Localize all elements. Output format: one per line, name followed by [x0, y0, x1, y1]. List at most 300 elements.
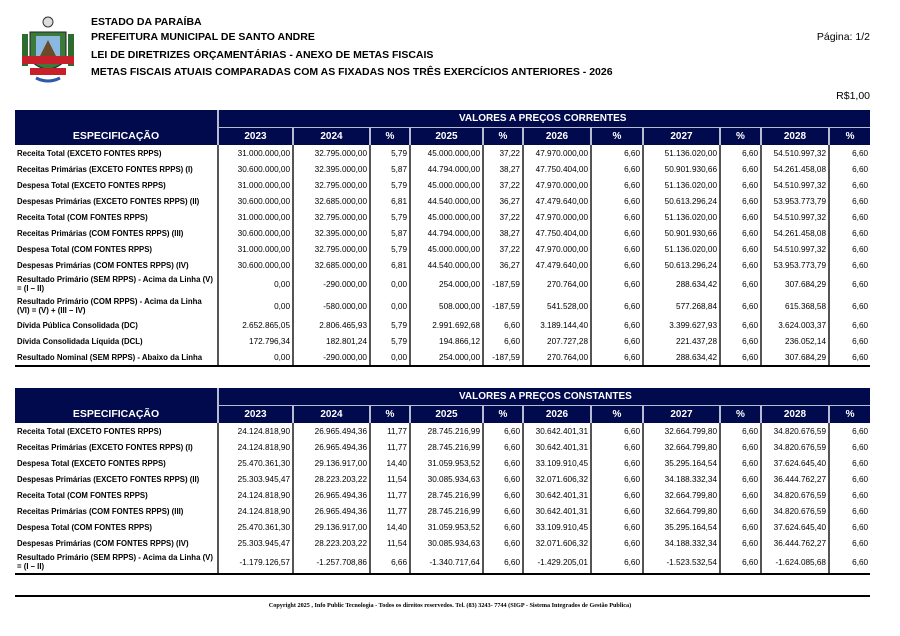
cell-value: 28.745.216,99 — [410, 487, 483, 503]
row-label: Receita Total (EXCETO FONTES RPPS) — [17, 426, 162, 436]
cell-value: -1.523.532,54 — [643, 551, 720, 574]
cell-value: 54.261.458,08 — [761, 225, 829, 241]
cell-value: 6,60 — [483, 317, 523, 333]
cell-value: 54.510.997,32 — [761, 241, 829, 257]
cell-value: 37.624.645,40 — [761, 455, 829, 471]
cell-value: 54.510.997,32 — [761, 177, 829, 193]
cell-value: 307.684,29 — [761, 273, 829, 295]
cell-value: 6,60 — [720, 551, 761, 574]
cell-value: 51.136.020,00 — [643, 145, 720, 161]
table-row — [15, 349, 870, 366]
table-row — [15, 193, 870, 209]
cell-value: 6,60 — [720, 161, 761, 177]
cell-value: 6,60 — [591, 455, 643, 471]
cell-value: 6,60 — [720, 193, 761, 209]
cell-value: 51.136.020,00 — [643, 241, 720, 257]
cell-value: 6,60 — [720, 423, 761, 439]
cell-value: 3.189.144,40 — [523, 317, 591, 333]
cell-value: 6,60 — [720, 471, 761, 487]
table-row — [15, 177, 870, 193]
table-row — [15, 273, 870, 295]
cell-value: 0,00 — [370, 273, 410, 295]
cell-value: 6,60 — [829, 193, 870, 209]
cell-value: 44.540.000,00 — [410, 257, 483, 273]
cell-value: 32.664.799,80 — [643, 439, 720, 455]
cell-value: 288.634,42 — [643, 273, 720, 295]
cell-value: 6,60 — [829, 455, 870, 471]
cell-value: 32.795.000,00 — [293, 209, 370, 225]
cell-value: 3.399.627,93 — [643, 317, 720, 333]
cell-value: 25.470.361,30 — [218, 519, 293, 535]
cell-value: 26.965.494,36 — [293, 487, 370, 503]
row-label: Resultado Primário (COM RPPS) - Acima da Linha (VI) = (V) + (III – IV) — [17, 297, 202, 315]
cell-value: 53.953.773,79 — [761, 257, 829, 273]
cell-value: 6,60 — [483, 333, 523, 349]
table-row — [15, 551, 870, 574]
column-header: 2025 — [410, 406, 483, 424]
cell-value: 26.965.494,36 — [293, 423, 370, 439]
cell-value: 25.470.361,30 — [218, 455, 293, 471]
cell-value: 31.000.000,00 — [218, 177, 293, 193]
cell-value: 45.000.000,00 — [410, 209, 483, 225]
cell-value: 30.600.000,00 — [218, 193, 293, 209]
cell-value: 47.750.404,00 — [523, 161, 591, 177]
cell-value: 6,60 — [829, 273, 870, 295]
column-header: ESPECIFICAÇÃO — [15, 388, 218, 423]
cell-value: 37,22 — [483, 241, 523, 257]
column-header: 2023 — [218, 128, 293, 146]
cell-value: 30.600.000,00 — [218, 225, 293, 241]
column-header: % — [720, 128, 761, 146]
cell-value: 34.188.332,34 — [643, 535, 720, 551]
row-label: Resultado Nominal (SEM RPPS) - Abaixo da Linha — [15, 349, 218, 366]
cell-value: 5,87 — [370, 225, 410, 241]
row-label: Receita Total (COM FONTES RPPS) — [17, 212, 148, 222]
cell-value: 6,60 — [591, 317, 643, 333]
cell-value: 25.303.945,47 — [218, 535, 293, 551]
cell-value: 47.970.000,00 — [523, 209, 591, 225]
cell-value: 6,60 — [591, 333, 643, 349]
cell-value: 6,60 — [720, 439, 761, 455]
cell-value: 6,81 — [370, 193, 410, 209]
cell-value: 32.795.000,00 — [293, 177, 370, 193]
cell-value: 37,22 — [483, 177, 523, 193]
cell-value: 31.000.000,00 — [218, 241, 293, 257]
cell-value: 32.071.606,32 — [523, 535, 591, 551]
cell-value: 6,60 — [720, 225, 761, 241]
cell-value: 11,77 — [370, 423, 410, 439]
column-header: 2027 — [643, 406, 720, 424]
cell-value: 29.136.917,00 — [293, 519, 370, 535]
column-header: 2028 — [761, 128, 829, 146]
cell-value: 508.000,00 — [410, 295, 483, 317]
row-label: Receita Total (EXCETO FONTES RPPS) — [17, 148, 162, 158]
cell-value: 11,77 — [370, 503, 410, 519]
cell-value: 14,40 — [370, 519, 410, 535]
cell-value: 45.000.000,00 — [410, 145, 483, 161]
cell-value: -187,59 — [483, 273, 523, 295]
cell-value: 35.295.164,54 — [643, 455, 720, 471]
cell-value: 6,60 — [483, 471, 523, 487]
cell-value: 6,60 — [829, 535, 870, 551]
cell-value: 6,60 — [720, 145, 761, 161]
cell-value: 11,54 — [370, 535, 410, 551]
cell-value: 47.970.000,00 — [523, 241, 591, 257]
cell-value: 5,79 — [370, 333, 410, 349]
cell-value: 615.368,58 — [761, 295, 829, 317]
cell-value: 182.801,24 — [293, 333, 370, 349]
municipal-coat-of-arms-logo — [16, 12, 80, 84]
cell-value: 6,60 — [591, 145, 643, 161]
cell-value: 254.000,00 — [410, 349, 483, 366]
cell-value: 30.642.401,31 — [523, 487, 591, 503]
cell-value: 24.124.818,90 — [218, 423, 293, 439]
municipality-title: PREFEITURA MUNICIPAL DE SANTO ANDRE — [91, 31, 315, 43]
current-prices-table — [15, 110, 870, 367]
cell-value: 6,60 — [591, 503, 643, 519]
cell-value: 50.901.930,66 — [643, 225, 720, 241]
cell-value: 24.124.818,90 — [218, 487, 293, 503]
table-row — [15, 333, 870, 349]
cell-value: 32.395.000,00 — [293, 225, 370, 241]
cell-value: 26.965.494,36 — [293, 439, 370, 455]
table-row — [15, 241, 870, 257]
cell-value: 44.540.000,00 — [410, 193, 483, 209]
cell-value: 6,60 — [720, 503, 761, 519]
cell-value: 25.303.945,47 — [218, 471, 293, 487]
cell-value: 32.795.000,00 — [293, 145, 370, 161]
cell-value: 6,60 — [591, 423, 643, 439]
cell-value: 54.510.997,32 — [761, 145, 829, 161]
cell-value: 288.634,42 — [643, 349, 720, 366]
cell-value: 11,54 — [370, 471, 410, 487]
cell-value: 30.085.934,63 — [410, 471, 483, 487]
cell-value: 0,00 — [218, 295, 293, 317]
cell-value: 31.000.000,00 — [218, 145, 293, 161]
cell-value: 2.991.692,68 — [410, 317, 483, 333]
column-header: % — [591, 128, 643, 146]
cell-value: 6,60 — [829, 317, 870, 333]
cell-value: 38,27 — [483, 225, 523, 241]
cell-value: 6,81 — [370, 257, 410, 273]
cell-value: 6,60 — [829, 161, 870, 177]
column-header: 2024 — [293, 128, 370, 146]
cell-value: 6,60 — [483, 535, 523, 551]
report-title: METAS FISCAIS ATUAIS COMPARADAS COM AS FIXADAS NOS TRÊS EXERCÍCIOS ANTERIORES - 2026 — [91, 66, 613, 78]
law-title: LEI DE DIRETRIZES ORÇAMENTÁRIAS - ANEXO DE METAS FISCAIS — [91, 49, 434, 61]
table-row — [15, 317, 870, 333]
cell-value: 31.000.000,00 — [218, 209, 293, 225]
cell-value: 194.866,12 — [410, 333, 483, 349]
cell-value: 36.444.762,27 — [761, 471, 829, 487]
cell-value: 6,60 — [591, 439, 643, 455]
cell-value: 30.600.000,00 — [218, 257, 293, 273]
cell-value: 50.613.296,24 — [643, 257, 720, 273]
cell-value: 6,60 — [483, 487, 523, 503]
column-header: 2025 — [410, 128, 483, 146]
cell-value: 30.642.401,31 — [523, 423, 591, 439]
cell-value: 6,60 — [829, 145, 870, 161]
cell-value: 28.223.203,22 — [293, 471, 370, 487]
cell-value: 11,77 — [370, 439, 410, 455]
cell-value: 5,79 — [370, 241, 410, 257]
cell-value: 34.820.676,59 — [761, 487, 829, 503]
cell-value: 6,60 — [829, 295, 870, 317]
row-label: Receitas Primárias (COM FONTES RPPS) (III) — [17, 506, 184, 516]
cell-value: 32.685.000,00 — [293, 257, 370, 273]
cell-value: 5,79 — [370, 317, 410, 333]
column-header: 2028 — [761, 406, 829, 424]
cell-value: 6,60 — [720, 241, 761, 257]
row-label: Receitas Primárias (EXCETO FONTES RPPS) (I) — [17, 442, 193, 452]
cell-value: 270.764,00 — [523, 349, 591, 366]
cell-value: 34.188.332,34 — [643, 471, 720, 487]
column-header: % — [370, 406, 410, 424]
cell-value: 6,60 — [591, 193, 643, 209]
cell-value: 6,60 — [483, 455, 523, 471]
cell-value: 34.820.676,59 — [761, 439, 829, 455]
cell-value: 6,60 — [829, 241, 870, 257]
cell-value: 6,60 — [591, 295, 643, 317]
cell-value: -1.179.126,57 — [218, 551, 293, 574]
cell-value: 6,60 — [591, 551, 643, 574]
cell-value: 30.642.401,31 — [523, 439, 591, 455]
table-row — [15, 295, 870, 317]
table-row — [15, 161, 870, 177]
cell-value: 6,60 — [483, 519, 523, 535]
table-row — [15, 503, 870, 519]
cell-value: 6,60 — [591, 225, 643, 241]
cell-value: -1.257.708,86 — [293, 551, 370, 574]
cell-value: 24.124.818,90 — [218, 503, 293, 519]
cell-value: 6,60 — [591, 349, 643, 366]
cell-value: -187,59 — [483, 295, 523, 317]
row-label: Despesas Primárias (EXCETO FONTES RPPS) (II) — [17, 474, 200, 484]
table-row — [15, 471, 870, 487]
cell-value: 35.295.164,54 — [643, 519, 720, 535]
cell-value: 2.652.865,05 — [218, 317, 293, 333]
cell-value: 14,40 — [370, 455, 410, 471]
cell-value: 6,60 — [829, 225, 870, 241]
cell-value: 6,60 — [829, 519, 870, 535]
cell-value: 32.664.799,80 — [643, 503, 720, 519]
row-label: Despesas Primárias (EXCETO FONTES RPPS) (II) — [17, 196, 200, 206]
cell-value: 29.136.917,00 — [293, 455, 370, 471]
cell-value: 6,60 — [829, 471, 870, 487]
cell-value: -290.000,00 — [293, 273, 370, 295]
column-header: % — [483, 406, 523, 424]
table-row — [15, 257, 870, 273]
cell-value: 5,79 — [370, 209, 410, 225]
cell-value: 50.613.296,24 — [643, 193, 720, 209]
column-header: 2026 — [523, 128, 591, 146]
cell-value: 31.059.953,52 — [410, 519, 483, 535]
price-basis-band: VALORES A PREÇOS CORRENTES — [218, 110, 870, 128]
cell-value: 6,60 — [591, 177, 643, 193]
copyright-text: Copyright 2025 , Info Public Tecnologia - Todos os direitos reservedos. Tel. (83) 3243- 7744 (SIGP - Sistema Integrados de Gestão Publica) — [268, 602, 632, 609]
cell-value: 32.071.606,32 — [523, 471, 591, 487]
cell-value: 36,27 — [483, 257, 523, 273]
row-label: Despesas Primárias (COM FONTES RPPS) (IV) — [17, 260, 189, 270]
cell-value: 0,00 — [370, 295, 410, 317]
cell-value: 6,60 — [591, 161, 643, 177]
cell-value: 6,60 — [829, 503, 870, 519]
page-number: Página: 1/2 — [816, 31, 870, 43]
cell-value: 2.806.465,93 — [293, 317, 370, 333]
cell-value: 34.820.676,59 — [761, 503, 829, 519]
cell-value: 6,60 — [591, 519, 643, 535]
cell-value: 45.000.000,00 — [410, 241, 483, 257]
cell-value: 26.965.494,36 — [293, 503, 370, 519]
cell-value: 6,60 — [829, 423, 870, 439]
column-header: 2024 — [293, 406, 370, 424]
cell-value: 6,60 — [591, 273, 643, 295]
column-header: % — [829, 128, 870, 146]
cell-value: 6,60 — [720, 273, 761, 295]
cell-value: 36.444.762,27 — [761, 535, 829, 551]
cell-value: 32.795.000,00 — [293, 241, 370, 257]
cell-value: 44.794.000,00 — [410, 225, 483, 241]
cell-value: 28.745.216,99 — [410, 423, 483, 439]
cell-value: 28.223.203,22 — [293, 535, 370, 551]
cell-value: 6,60 — [483, 551, 523, 574]
column-header: % — [370, 128, 410, 146]
cell-value: 6,60 — [591, 241, 643, 257]
cell-value: 54.261.458,08 — [761, 161, 829, 177]
cell-value: 541.528,00 — [523, 295, 591, 317]
cell-value: 45.000.000,00 — [410, 177, 483, 193]
column-header: ESPECIFICAÇÃO — [15, 110, 218, 145]
cell-value: 28.745.216,99 — [410, 439, 483, 455]
cell-value: 5,87 — [370, 161, 410, 177]
row-label: Despesa Total (COM FONTES RPPS) — [17, 522, 153, 532]
cell-value: 6,60 — [720, 455, 761, 471]
cell-value: 172.796,34 — [218, 333, 293, 349]
cell-value: 3.624.003,37 — [761, 317, 829, 333]
cell-value: 6,60 — [829, 439, 870, 455]
cell-value: 33.109.910,45 — [523, 519, 591, 535]
cell-value: 6,60 — [829, 209, 870, 225]
row-label: Despesa Total (EXCETO FONTES RPPS) — [17, 458, 166, 468]
cell-value: 6,60 — [720, 295, 761, 317]
cell-value: 6,60 — [720, 519, 761, 535]
cell-value: 0,00 — [218, 273, 293, 295]
cell-value: 0,00 — [370, 349, 410, 366]
cell-value: 0,00 — [218, 349, 293, 366]
row-label: Despesa Total (COM FONTES RPPS) — [17, 244, 153, 254]
cell-value: 6,60 — [720, 487, 761, 503]
cell-value: 47.479.640,00 — [523, 193, 591, 209]
cell-value: -1.429.205,01 — [523, 551, 591, 574]
table-row — [15, 423, 870, 439]
cell-value: 6,60 — [483, 423, 523, 439]
cell-value: -580.000,00 — [293, 295, 370, 317]
cell-value: 236.052,14 — [761, 333, 829, 349]
cell-value: -290.000,00 — [293, 349, 370, 366]
cell-value: 6,60 — [720, 209, 761, 225]
cell-value: 6,60 — [829, 333, 870, 349]
cell-value: 51.136.020,00 — [643, 209, 720, 225]
table-row — [15, 209, 870, 225]
column-header: % — [483, 128, 523, 146]
cell-value: 6,60 — [829, 487, 870, 503]
cell-value: 47.479.640,00 — [523, 257, 591, 273]
row-label: Despesa Total (EXCETO FONTES RPPS) — [17, 180, 166, 190]
cell-value: 31.059.953,52 — [410, 455, 483, 471]
cell-value: 34.820.676,59 — [761, 423, 829, 439]
currency-unit: R$1,00 — [836, 90, 870, 102]
cell-value: 24.124.818,90 — [218, 439, 293, 455]
column-header: 2026 — [523, 406, 591, 424]
row-label: Resultado Primário (SEM RPPS) - Acima da Linha (V) = (I – II) — [17, 275, 213, 293]
cell-value: 44.794.000,00 — [410, 161, 483, 177]
cell-value: 6,60 — [720, 333, 761, 349]
column-header: % — [591, 406, 643, 424]
cell-value: 32.395.000,00 — [293, 161, 370, 177]
cell-value: 37,22 — [483, 209, 523, 225]
row-label: Dívida Consolidada Líquida (DCL) — [17, 336, 143, 346]
cell-value: 6,60 — [720, 535, 761, 551]
row-label: Receitas Primárias (COM FONTES RPPS) (III) — [17, 228, 184, 238]
column-header: % — [720, 406, 761, 424]
row-label: Resultado Primário (SEM RPPS) - Acima da Linha (V) = (I – II) — [15, 551, 218, 574]
cell-value: 6,66 — [370, 551, 410, 574]
cell-value: 6,60 — [591, 471, 643, 487]
column-header: 2027 — [643, 128, 720, 146]
row-label: Despesas Primárias (COM FONTES RPPS) (IV) — [17, 538, 189, 548]
row-label: Dívida Pública Consolidada (DC) — [17, 320, 138, 330]
constant-prices-table — [15, 388, 870, 575]
table-row — [15, 519, 870, 535]
cell-value: 28.745.216,99 — [410, 503, 483, 519]
cell-value: 6,60 — [483, 503, 523, 519]
table-row — [15, 487, 870, 503]
cell-value: 6,60 — [829, 257, 870, 273]
cell-value: 30.600.000,00 — [218, 161, 293, 177]
cell-value: 11,77 — [370, 487, 410, 503]
cell-value: 6,60 — [591, 257, 643, 273]
cell-value: 32.664.799,80 — [643, 487, 720, 503]
cell-value: 6,60 — [720, 349, 761, 366]
table-row — [15, 535, 870, 551]
cell-value: 577.268,84 — [643, 295, 720, 317]
cell-value: 6,60 — [591, 209, 643, 225]
cell-value: 6,60 — [829, 177, 870, 193]
cell-value: 6,60 — [720, 317, 761, 333]
cell-value: -187,59 — [483, 349, 523, 366]
row-label: Receita Total (COM FONTES RPPS) — [17, 490, 148, 500]
cell-value: 6,60 — [720, 177, 761, 193]
footer-divider — [15, 595, 870, 597]
cell-value: 307.684,29 — [761, 349, 829, 366]
table-row — [15, 225, 870, 241]
cell-value: 5,79 — [370, 177, 410, 193]
cell-value: 6,60 — [829, 349, 870, 366]
table-row — [15, 455, 870, 471]
cell-value: 30.085.934,63 — [410, 535, 483, 551]
cell-value: 6,60 — [591, 535, 643, 551]
cell-value: 5,79 — [370, 145, 410, 161]
cell-value: 270.764,00 — [523, 273, 591, 295]
cell-value: 47.970.000,00 — [523, 145, 591, 161]
cell-value: 6,60 — [591, 487, 643, 503]
column-header: % — [829, 406, 870, 424]
cell-value: 221.437,28 — [643, 333, 720, 349]
cell-value: 6,60 — [829, 551, 870, 574]
cell-value: 47.750.404,00 — [523, 225, 591, 241]
column-header: 2023 — [218, 406, 293, 424]
cell-value: 32.664.799,80 — [643, 423, 720, 439]
